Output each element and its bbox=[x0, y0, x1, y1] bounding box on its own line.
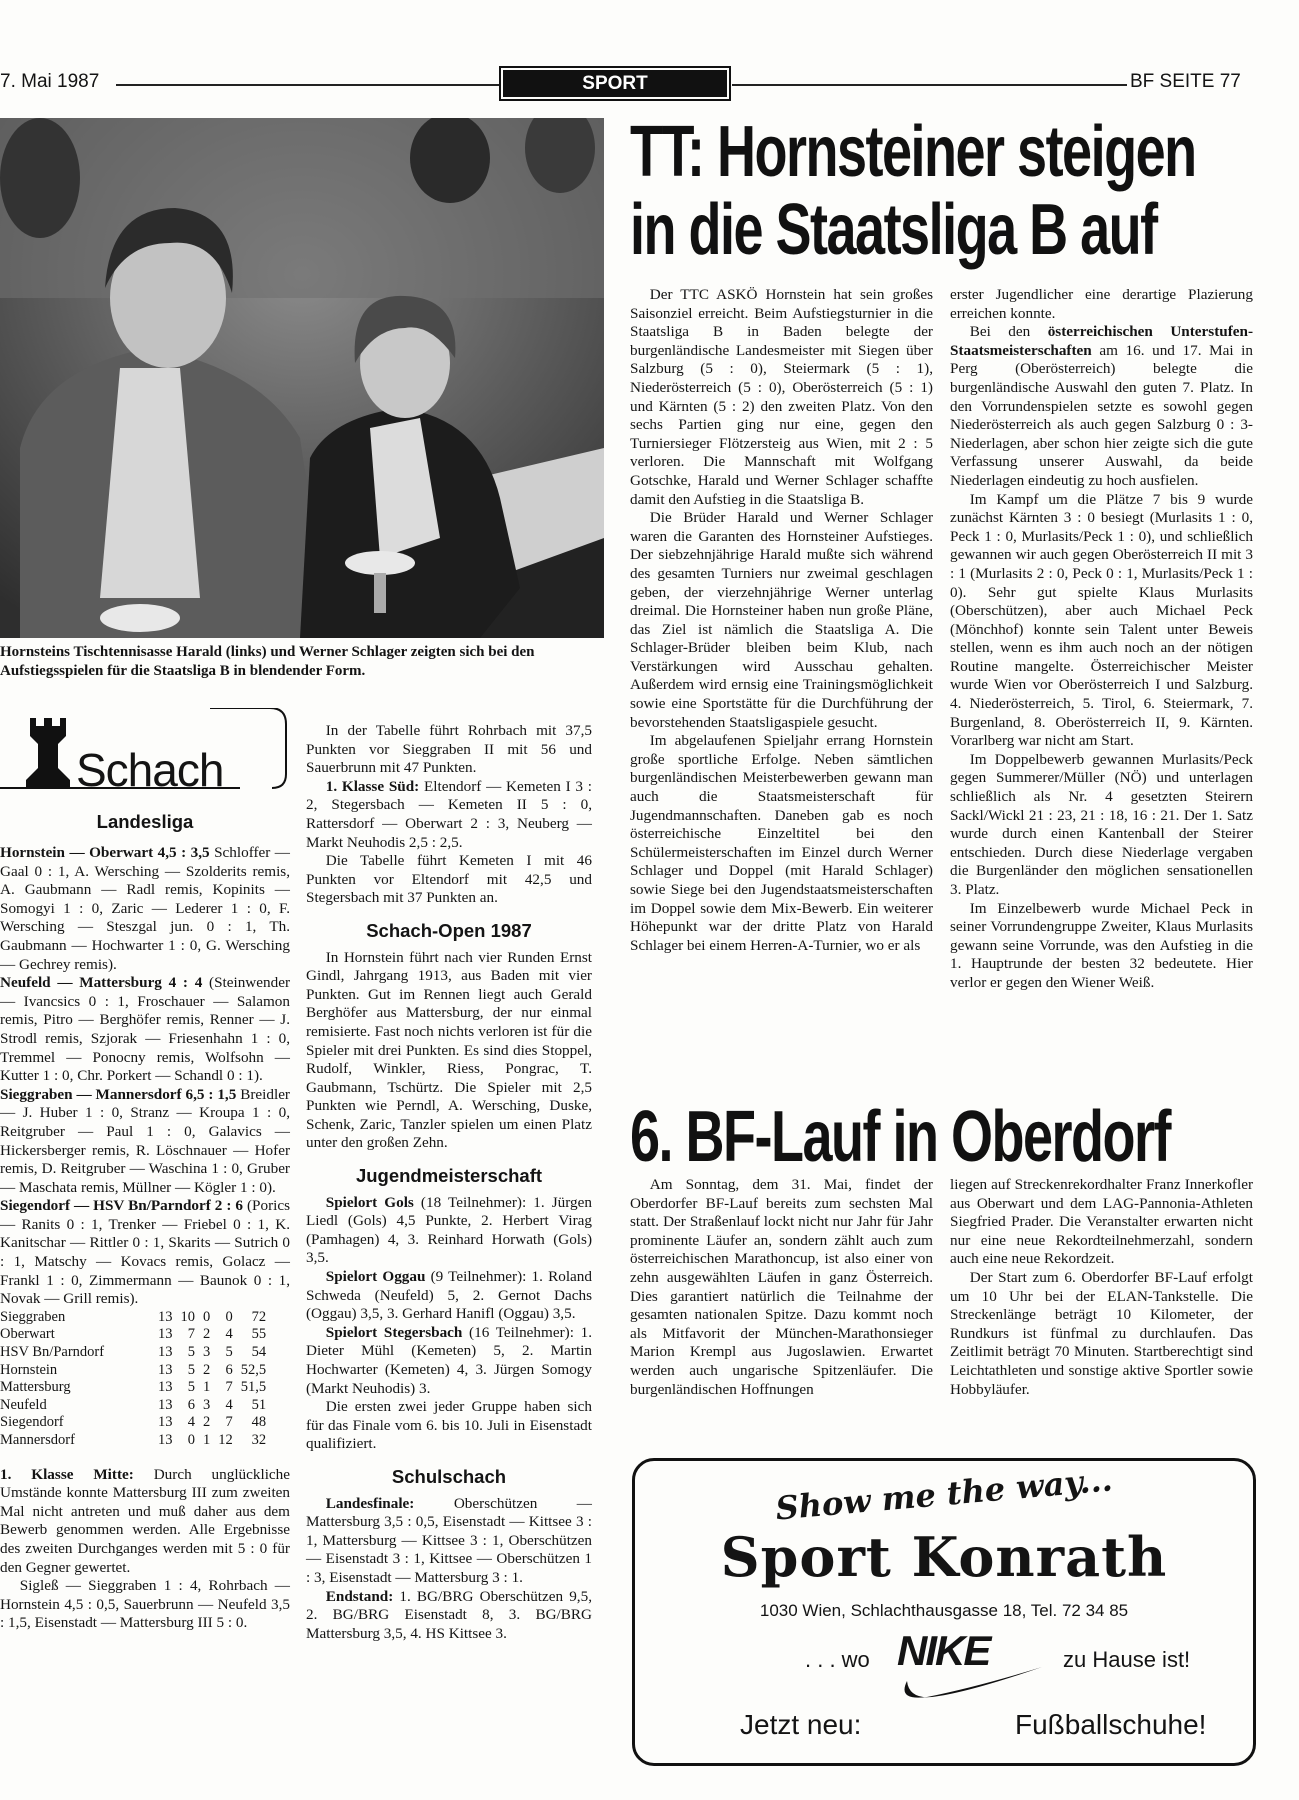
photo-image bbox=[0, 118, 604, 638]
standings-row bbox=[0, 1379, 266, 1397]
standings-value: 4 bbox=[187, 1414, 195, 1431]
standings-value: 2 bbox=[203, 1414, 211, 1431]
standings-table bbox=[0, 1309, 266, 1450]
standings-value: 13 bbox=[158, 1396, 173, 1413]
ad-address: 1030 Wien, Schlachthausgasse 18, Tel. 72 34 85 bbox=[759, 1601, 1129, 1620]
text-run: Oberschützen — Mattersburg 3,5 : 0,5, Eisenstadt — Kittsee 3 : 1, Mattersburg — Kittsee 3 : 1, Oberschützen — Eisenstadt 3 : 1, Kittsee — Oberschützen 1 : 3, Eisenstadt — Mattersburg 3 : 1. bbox=[306, 1494, 592, 1586]
standings-value: 4 bbox=[225, 1396, 233, 1413]
lauf-paragraph: Am Sonntag, dem 31. Mai, findet der Oberdorfer BF-Lauf bereits zum sechsten Mal statt. Der Straßenlauf lockt nicht nur Jahr für Jahr prominente Läufer an, sondern zählt auch zum österreichischen Marathoncup, ist also einer von zehn ausgewählten Läufen in ganz Österreich. Dies garantiert natürlich die Teilnahme der gesamten nationalen Spitze. Dazu kommt noch als Mitfavorit der München-Marathonsieger Marion Krempl aus Jugoslawien. Erwartet werden auch ungarische Spitzenläufer. Die burgenländischen Hoffnungen bbox=[630, 1176, 933, 1398]
section-label: SPORT bbox=[503, 70, 727, 97]
standings-row bbox=[0, 1414, 266, 1432]
nike-logo bbox=[897, 1629, 1047, 1699]
standings-value: 52,5 bbox=[240, 1361, 267, 1378]
standings-row bbox=[0, 1344, 266, 1362]
match-detail: (Steinwender — Ivancsics 0 : 1, Froschauer — Salamon remis, Pitro — Berghöfer remis, Renner — J. Strodl remis, Szjorak — Friesenhahn 1 : 0, Tremmel — Ponocny remis, Wolfsohn — Kutter 1 : 0, Chr. Porkert — Schandl 0 : 1). bbox=[0, 974, 291, 1085]
team-name: Sieggraben bbox=[0, 1308, 66, 1325]
header-rule-right bbox=[732, 84, 1127, 86]
team-name: Hornstein bbox=[0, 1361, 58, 1378]
ad-brand: Sport Konrath bbox=[720, 1525, 1168, 1589]
section-label: 1. Klasse Mitte: bbox=[0, 1465, 134, 1483]
standings-value: 5 bbox=[187, 1379, 195, 1396]
text-run: (16 Teilnehmer): 1. Dieter Mühl (Kemeten) 5, 2. Martin Hochwarter (Kemeten) 4, 3. Jürgen Somogy (Markt Neuhodis) 3. bbox=[306, 1323, 592, 1397]
standings-value: 32 bbox=[251, 1432, 267, 1448]
team-name: Mannersdorf bbox=[0, 1432, 75, 1448]
lauf-paragraph: liegen auf Streckenrekordhalter Franz Innerkofler aus Oberwart und dem LAG-Pannonia-Athleten Siegfried Prader. Die Veranstalter erwarten nicht nur eine neue Rekordteilnehmerzahl, sondern auch eine neue Rekordzeit. bbox=[950, 1176, 1253, 1268]
standings-value: 51,5 bbox=[240, 1379, 267, 1396]
standings-value: 0 bbox=[203, 1308, 211, 1325]
standings-value: 4 bbox=[225, 1326, 233, 1343]
schul-result bbox=[306, 1588, 592, 1644]
tt-paragraph: Im Doppelbewerb gewannen Murlasits/Peck gegen Summerer/Müller (NÖ) und unterlagen schließlich als Nr. 4 gesetzten Steirern Sackl/Wickl 21 : 23, 21 : 18, 16 : 21. Der 1. Satz wurde durch einen Kantenball der Steirer entschieden. Durch diese Niederlage vergaben die Burgenländer den möglichen sensationellen 3. Platz. bbox=[950, 750, 1253, 898]
standings-value: 3 bbox=[203, 1344, 211, 1361]
match-detail: Breidler — J. Huber 1 : 0, Stranz — Kroupa 1 : 0, Reitgruber — Paul 1 : 0, Galavics — Hickersberger remis, R. Löschnauer — Hofer remis, D. Reitgruber — Waschina 1 : 0, Gruber — Maschata remis, Müllner — Kögler 1 : 0). bbox=[0, 1085, 290, 1196]
standings-value: 5 bbox=[187, 1344, 195, 1361]
ad-slogan: Show me the way... bbox=[774, 1460, 1114, 1528]
tt-paragraph: Im Kampf um die Plätze 7 bis 9 wurde zunächst Kärnten 3 : 0 besiegt (Murlasits 1 : 0, Peck 1 : 0, Murlasits/Peck 1 : 0), und schließlich gewannen wir auch gegen Oberösterreich II mit 3 : 1 (Murlasits 2 : 0, Peck 0 : 1, Murlasits/Peck 1 : 0). Sehr gut spielte Klaus Murlasits (Oberschützen), aber auch Michael Peck (Mönchhof) konnte sein Talent unter Beweis stellen, wenn es ihm auch noch an der nötigen Routine mangelte. Österreichischer Meister wurde Wien vor Oberösterreich I und Salzburg. 4. Niederösterreich, 5. Tirol, 6. Steiermark, 7. Burgenland, 8. Oberösterreich II, 9. Kärnten. Vorarlberg war nicht am Start. bbox=[950, 490, 1253, 750]
standings-value: 51 bbox=[251, 1396, 267, 1413]
standings-value: 7 bbox=[225, 1379, 233, 1396]
text-run: am 16. und 17. Mai in Perg (Oberösterreich) belegte die burgenländische Auswahl den guten 7. Platz. In den Vorrundenspielen setzte es sowohl gegen Niederösterreich als auch gegen Salzburg 0 : 3-Niederlagen, aber schon hier zeigte sich die gute Verfassung unserer Auswahl, da beide Niederlagen eindeutig zu hoch ausfielen. bbox=[950, 341, 1253, 489]
match-result bbox=[0, 1086, 290, 1198]
standings-value: 13 bbox=[158, 1414, 173, 1431]
standings-value: 6 bbox=[225, 1361, 233, 1378]
standings-value: 1 bbox=[203, 1432, 211, 1448]
ad-schuhe: Fußballschuhe! bbox=[1015, 1709, 1207, 1740]
nike-wordmark: NIKE bbox=[897, 1627, 990, 1674]
schach-paragraph: Die ersten zwei jeder Gruppe haben sich für das Finale vom 6. bis 10. Juli in Eisenstadt qualifiziert. bbox=[306, 1398, 592, 1453]
standings-value: 55 bbox=[251, 1326, 267, 1343]
standings-value: 5 bbox=[187, 1361, 195, 1378]
match-detail: Schloffer — Gaal 0 : 1, A. Wersching — Szolderits remis, A. Gaubmann — Radl remis, Kopinits — Somogyi 1 : 0, Zaric — Lederer 1 : 0, F. Wersching — Steszgal jun. 0 : 1, Th. Gaubmann — Hochwarter 1 : 0, G. Wersching — Gechrey remis). bbox=[0, 844, 290, 973]
match-result bbox=[0, 974, 290, 1086]
match-title: Neufeld — Mattersburg 4 : 4 bbox=[0, 974, 203, 992]
tt-paragraph: erster Jugendlicher eine derartige Plazierung erreichen konnte. bbox=[950, 286, 1253, 322]
text-run: Durch unglückliche Umstände konnte Mattersburg III zum zweiten Mal nicht antreten und muß daher aus dem Bewerb genommen werden. Alle Ergebnisse des zweiten Durchganges werden mit 5 : 0 für den Gegner gewertet. bbox=[0, 1465, 290, 1576]
schach-column-2 bbox=[306, 722, 592, 1643]
match-detail: (Porics — Ranits 0 : 1, Trenker — Friebel 0 : 1, K. Kanitschar — Rittler 0 : 1, Skarits — Sutrich 0 : 1, Matschy — Kovacs remis, Golacz — Frankl 1 : 0, Zimmermann — Baunok 0 : 1, Novak — Grill remis). bbox=[0, 1197, 291, 1308]
standings-value: 2 bbox=[203, 1326, 211, 1343]
header-page: BF SEITE 77 bbox=[1130, 71, 1241, 92]
jugend-result bbox=[306, 1194, 592, 1268]
standings-value: 1 bbox=[203, 1379, 211, 1396]
standings-value: 13 bbox=[158, 1326, 173, 1343]
standings-value: 13 bbox=[158, 1344, 173, 1361]
open-title: Schach-Open 1987 bbox=[366, 919, 532, 941]
header-rule-left bbox=[116, 84, 500, 86]
standings-row bbox=[0, 1309, 266, 1327]
schul-title: Schulschach bbox=[391, 1465, 507, 1487]
schach-paragraph: Die Tabelle führt Kemeten I mit 46 Punkten vor Eltendorf mit 42,5 und Stegersbach mit 37 Punkten an. bbox=[306, 852, 592, 907]
text-run: Eltendorf — Kemeten I 3 : 2, Stegersbach — Kemeten II 5 : 0, Rattersdorf — Oberwart 2 : 3, Neuberg — Markt Neuhodis 2,5 : 2,5. bbox=[306, 777, 592, 851]
jugend-result bbox=[306, 1268, 592, 1324]
standings-value: 72 bbox=[251, 1308, 267, 1325]
section-label: Landesfinale: bbox=[325, 1494, 415, 1512]
venue-label: Spielort Oggau bbox=[325, 1268, 426, 1286]
jugend-result bbox=[306, 1324, 592, 1398]
standings-value: 54 bbox=[251, 1344, 267, 1361]
schach-column-1 bbox=[0, 844, 290, 1633]
standings-row bbox=[0, 1432, 266, 1450]
standings-value: 7 bbox=[225, 1414, 233, 1431]
team-name: Neufeld bbox=[0, 1396, 47, 1413]
team-name: Oberwart bbox=[0, 1326, 55, 1343]
match-title: Sieggraben — Mannersdorf 6,5 : 1,5 bbox=[0, 1085, 237, 1103]
klasse-mitte bbox=[0, 1466, 290, 1578]
schach-logo-text: Schach bbox=[76, 744, 224, 796]
tt-column-1 bbox=[630, 286, 933, 955]
standings-row bbox=[0, 1326, 266, 1344]
tt-column-2 bbox=[950, 286, 1253, 993]
klasse-mitte-results: Sigleß — Sieggraben 1 : 4, Rohrbach — Hornstein 4,5 : 0,5, Sauerbrunn — Neufeld 3,5 : 1,5, Eisenstadt — Mattersburg III 5 : 0. bbox=[0, 1577, 290, 1632]
schach-logo bbox=[0, 708, 288, 800]
standings-row bbox=[0, 1362, 266, 1380]
schach-paragraph: In Hornstein führt nach vier Runden Ernst Gindl, Jahrgang 1913, aus Baden mit vier Punkten. Gut im Rennen liegt auch Gerald Berghöfer aus Mattersburg, der nur einmal remisierte. Fast noch nichts verloren ist für die Spieler mit drei Punkten. Es sind dies Stoppel, Rudolf, Winkler, Riess, Pongrac, T. Gaubmann, Tschürtz. Die Spieler mit 2,5 Punkten wie Perndl, A. Wersching, Duske, Schenk, Zaric, Tanzler spielen um einen Platz unter den großen Zehn. bbox=[306, 948, 592, 1152]
swoosh-icon bbox=[897, 1667, 1047, 1703]
lauf-headline: 6. BF-Lauf in Oberdorf bbox=[630, 1097, 1170, 1177]
text-run: 1. BG/BRG Oberschützen 9,5, 2. BG/BRG Eisenstadt 8, 3. BG/BRG Mattersburg 3,5, 4. HS Kittsee 3. bbox=[306, 1587, 592, 1642]
text-run: (9 Teilnehmer): 1. Roland Schweda (Neufeld) 5, 2. Gernot Dachs (Oggau) 3,5, 3. Gerhard Hanifl (Oggau) 3,5. bbox=[306, 1268, 592, 1323]
match-title: Hornstein — Oberwart 4,5 : 3,5 bbox=[0, 844, 210, 861]
landesliga-title: Landesliga bbox=[96, 811, 194, 832]
standings-value: 10 bbox=[180, 1308, 195, 1325]
standings-value: 5 bbox=[225, 1344, 233, 1361]
team-name: Siegendorf bbox=[0, 1414, 64, 1431]
standings-value: 7 bbox=[187, 1326, 195, 1343]
section-label: 1. Klasse Süd: bbox=[325, 777, 420, 795]
bold-run: österreichischen Unterstufen-Staatsmeisterschaften bbox=[950, 323, 1253, 359]
venue-label: Spielort Stegersbach bbox=[325, 1323, 463, 1341]
standings-value: 13 bbox=[158, 1308, 173, 1325]
advertisement bbox=[632, 1458, 1256, 1766]
tt-headline-1: TT: Hornsteiner steigen bbox=[630, 112, 1196, 192]
tt-paragraph: Im Einzelbewerb wurde Michael Peck in seiner Vorrundengruppe Zweiter, Klaus Murlasits gewann seine Vorrunde, was den Aufstieg in die 1. Hauptrunde der besten 32 bedeutete. Hier verlor er gegen den Wiener Weiß. bbox=[950, 899, 1253, 991]
match-result bbox=[0, 1197, 290, 1309]
match-result bbox=[0, 844, 290, 974]
text-run: Bei den bbox=[969, 323, 1031, 341]
team-name: Mattersburg bbox=[0, 1379, 71, 1396]
standings-value: 48 bbox=[251, 1414, 267, 1431]
tt-paragraph: Die Brüder Harald und Werner Schlager waren die Garanten des Hornsteiner Aufstieges. Der siebzehnjährige Harald mußte sich während des gesamten Turniers nur zweimal geschlagen geben, der vierzehnjährige Werner unterlag dreimal. Die Hornsteiner haben nun große Pläne, das Ziel ist nämlich die Staatsliga A. Die Schlager-Brüder bleiben beim Klub, nach Verstärkungen wird Ausschau gehalten. Außerdem wird ernsig eine Trainingsmöglichkeit sowie eine Sportstätte für die Durchführung der bevorstehenden Staatsligaspiele gesucht. bbox=[630, 509, 933, 731]
schach-paragraph bbox=[306, 778, 592, 852]
header-date: 7. Mai 1987 bbox=[0, 71, 100, 92]
standings-value: 0 bbox=[225, 1308, 233, 1325]
tt-headline-2: in die Staatsliga B auf bbox=[630, 190, 1157, 270]
ad-wo: . . . wo bbox=[805, 1647, 870, 1672]
schach-paragraph: In der Tabelle führt Rohrbach mit 37,5 Punkten vor Sieggraben II mit 56 und Sauerbrunn mit 47 Punkten. bbox=[306, 722, 592, 777]
ad-zuhause: zu Hause ist! bbox=[1063, 1647, 1191, 1672]
standings-value: 12 bbox=[218, 1432, 233, 1448]
standings-value: 0 bbox=[187, 1432, 195, 1448]
schul-result bbox=[306, 1495, 592, 1588]
lauf-column-1 bbox=[630, 1176, 933, 1399]
standings-value: 3 bbox=[203, 1396, 211, 1413]
lauf-column-2 bbox=[950, 1176, 1253, 1399]
lauf-paragraph: Der Start zum 6. Oberdorfer BF-Lauf erfolgt um 10 Uhr bei der ELAN-Tankstelle. Die Streckenlänge beträgt 10 Kilometer, der Rundkurs ist fünfmal zu durchlaufen. Das Zeitlimit beträgt 70 Minuten. Startberechtigt sind Leichtathleten und sonstige aktive Sportler sowie Hobbyläufer. bbox=[950, 1268, 1253, 1398]
section-label: Endstand: bbox=[325, 1587, 394, 1605]
standings-value: 2 bbox=[203, 1361, 211, 1378]
standings-value: 13 bbox=[158, 1379, 173, 1396]
standings-value: 13 bbox=[158, 1361, 173, 1378]
team-name: HSV Bn/Parndorf bbox=[0, 1344, 105, 1361]
venue-label: Spielort Gols bbox=[325, 1193, 414, 1211]
standings-row bbox=[0, 1397, 266, 1415]
standings-value: 13 bbox=[158, 1432, 173, 1448]
tt-paragraph: Der TTC ASKÖ Hornstein hat sein großes Saisonziel erreicht. Beim Aufstiegsturnier in die Staatsliga B in Baden belegte der burgenländische Landesmeister mit Siegen über Salzburg (5 : 0), Steiermark (5 : 1), Niederösterreich (5 : 0), Oberösterreich (5 : 1) und Kärnten (5 : 2) den zweiten Platz. Von den sechs Partien ging nur eine, gegen den Turniersieger Flötzersteig aus Wien, mit 2 : 5 verloren. Die Mannschaft mit Wolfgang Gotschke, Harald und Werner Schlager schaffte damit den Aufstieg in die Staatsliga B. bbox=[630, 286, 933, 508]
ad-jetzt: Jetzt neu: bbox=[740, 1709, 862, 1740]
tt-paragraph bbox=[950, 323, 1253, 490]
tt-paragraph: Im abgelaufenen Spieljahr errang Hornstein große sportliche Erfolge. Neben sämtlichen burgenländischen Meisterbewerben gewann man auch die Staatsmeisterschaft für Jugendmannschaften. Daneben gab es noch österreichische Einzeltitel bei den Schülermeisterschaften im Einzel durch Werner Schlager und Doppel (mit Harald Schlager) sowie Siege bei den Jugendstaatsmeisterschaften im Doppel sowie dem Mix-Bewerb. Ein weiterer Höhepunkt war der dritte Platz von Harald Schlager bei einem Herren-A-Turnier, wo er als bbox=[630, 732, 933, 954]
match-title: Siegendorf — HSV Bn/Parndorf 2 : 6 bbox=[0, 1197, 243, 1215]
photo-caption: Hornsteins Tischtennisasse Harald (links) und Werner Schlager zeigten sich bei den Aufstiegsspielen für die Staatsliga B in blendender Form. bbox=[0, 644, 535, 679]
jugend-title: Jugendmeisterschaft bbox=[355, 1165, 543, 1187]
photo bbox=[0, 118, 604, 638]
standings-value: 6 bbox=[187, 1396, 195, 1413]
text-run: (18 Teilnehmer): 1. Jürgen Liedl (Gols) 4,5 Punkte, 2. Herbert Virag (Pamhagen) 4, 3. Reinhard Horwath (Gols) 3,5. bbox=[306, 1193, 592, 1267]
